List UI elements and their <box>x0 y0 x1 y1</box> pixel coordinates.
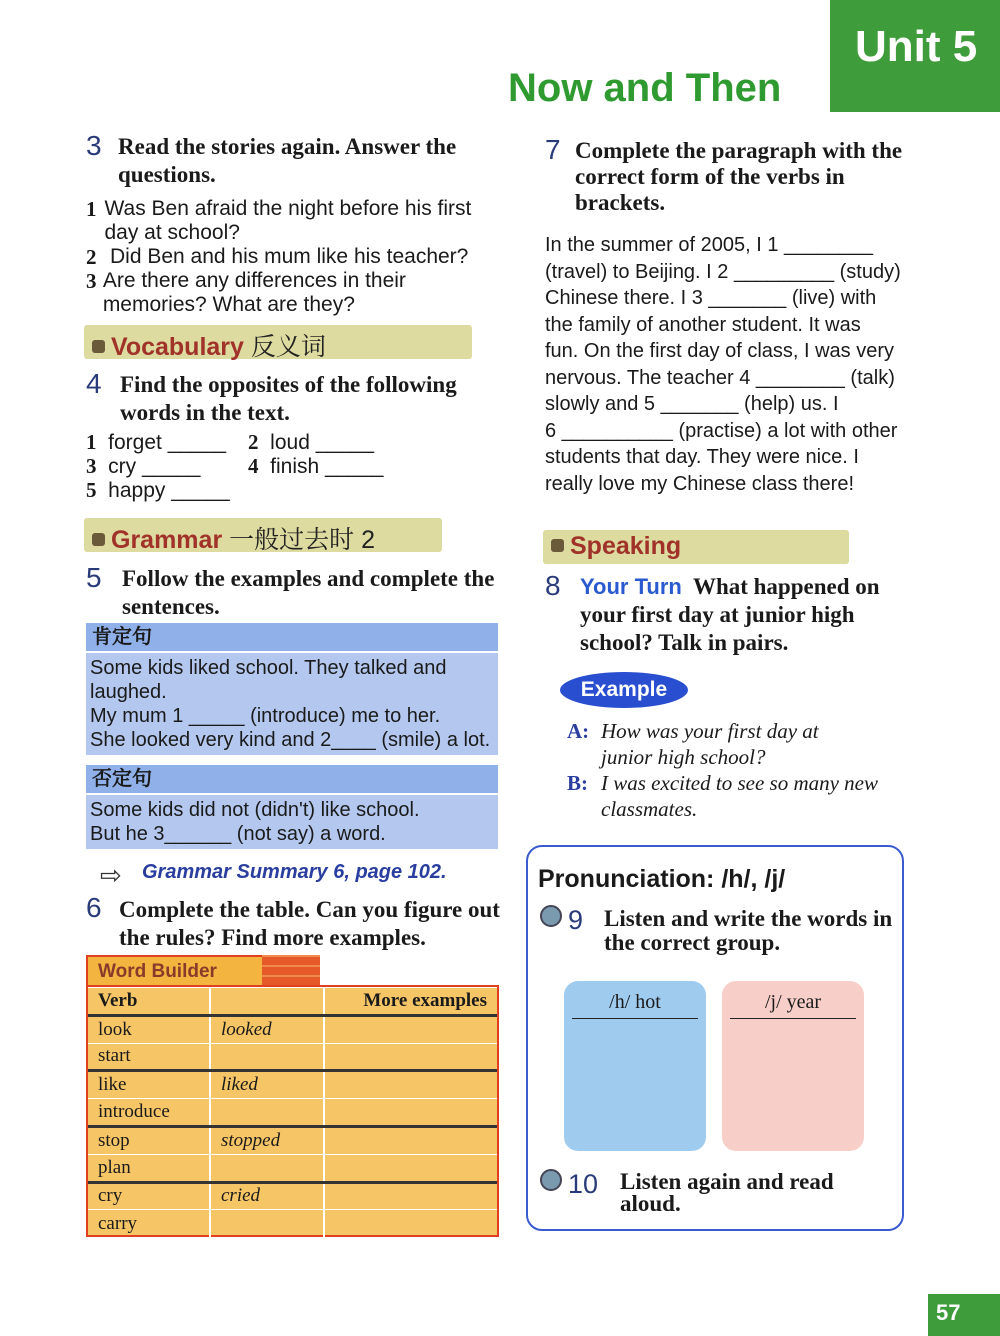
arrow-right-icon: ⇨ <box>100 860 122 890</box>
box-heading: 肯定句 <box>86 623 498 651</box>
example-cell[interactable] <box>324 1043 497 1071</box>
item-number: 5 <box>86 478 97 502</box>
example-cell[interactable] <box>324 1210 497 1238</box>
item: forget _____ <box>108 431 227 454</box>
grammar-summary-link[interactable]: Grammar Summary 6, page 102. <box>142 861 447 883</box>
section-label-cn: 一般过去时 2 <box>229 526 375 554</box>
item-number: 2 <box>248 430 259 454</box>
column-header: Verb <box>88 988 210 1016</box>
verb-cell: cry <box>88 1182 210 1210</box>
item: cry _____ <box>108 455 201 478</box>
exercise-9 <box>540 905 900 955</box>
section-label-cn: 反义词 <box>250 333 326 361</box>
paragraph-line: the family of another student. It was <box>545 313 861 336</box>
unit-label: Unit 5 <box>830 0 1000 112</box>
past-form-cell: looked <box>221 1018 272 1040</box>
verb-cell: start <box>88 1043 210 1071</box>
exercise-number: 3 <box>86 130 102 161</box>
item: finish _____ <box>270 455 384 478</box>
example-cell[interactable] <box>324 1099 497 1127</box>
speaking-header <box>543 530 849 564</box>
card-heading: /j/ year <box>730 991 856 1019</box>
paragraph-line: In the summer of 2005, I 1 ________ <box>545 234 873 256</box>
paragraph-line: nervous. The teacher 4 ________ (talk) <box>545 366 895 389</box>
pronunciation-box <box>526 845 904 1231</box>
verb-cell: plan <box>88 1154 210 1182</box>
question: Did Ben and his mum like his teacher? <box>110 245 469 268</box>
item-number: 1 <box>86 430 97 454</box>
past-form-cell[interactable] <box>210 1099 324 1127</box>
verb-cell: carry <box>88 1210 210 1238</box>
word-builder-table <box>86 985 499 1237</box>
brick-decoration <box>262 955 320 985</box>
past-form-cell[interactable] <box>210 1210 324 1238</box>
exercise-line: My mum 1 _____ (introduce) me to her. <box>90 705 441 727</box>
bullet-icon <box>551 539 564 552</box>
example-line: Some kids liked school. They talked and laughed. <box>90 657 447 703</box>
exercise-line: She looked very kind and 2____ (smile) a lot. <box>90 729 491 751</box>
exercise-10-title: Listen again and read aloud. <box>620 1169 834 1216</box>
word-builder-tab: Word Builder <box>86 955 266 987</box>
exercise-4-title: Find the opposites of the following words in the text. <box>120 372 457 425</box>
exercise-10 <box>540 1169 900 1216</box>
verb-cell: stop <box>88 1126 210 1154</box>
exercise-7-title: Complete the paragraph with the correct form of the verbs in brackets. <box>575 138 903 215</box>
exercise-number: 8 <box>545 570 561 601</box>
past-form-cell: stopped <box>221 1129 281 1151</box>
column-header <box>210 988 324 1016</box>
paragraph-line: fun. On the first day of class, I was very <box>545 340 895 362</box>
example-cell[interactable] <box>324 1015 497 1043</box>
section-label: Speaking <box>570 532 682 560</box>
paragraph-line: Chinese there. I 3 _______ (live) with <box>545 287 877 309</box>
verb-cell: like <box>88 1071 210 1099</box>
h-sound-card <box>564 981 706 1151</box>
page-number: 57 <box>928 1294 1000 1336</box>
affirmative-box <box>86 623 498 755</box>
verb-cell: introduce <box>88 1099 210 1127</box>
dialog-line: How was your first day at junior high school? <box>601 719 819 769</box>
past-form-cell[interactable] <box>210 1154 324 1182</box>
box-heading: 否定句 <box>86 765 498 793</box>
vocabulary-header <box>84 325 472 359</box>
exercise-number: 7 <box>545 134 561 165</box>
page-title: Now and Then <box>508 66 782 110</box>
exercise-5-title: Follow the examples and complete the sentences. <box>122 566 495 619</box>
pronunciation-title: Pronunciation: /h/, /j/ <box>538 865 786 893</box>
section-label: Vocabulary <box>111 333 244 361</box>
exercise-3-title: Read the stories again. Answer the questions. <box>118 134 457 187</box>
paragraph-line: 6 __________ (practise) a lot with other <box>545 419 898 442</box>
your-turn-label: Your Turn <box>580 574 682 599</box>
j-sound-card <box>722 981 864 1151</box>
audio-cd-icon[interactable] <box>540 1169 562 1191</box>
example-cell[interactable] <box>324 1182 497 1210</box>
exercise-6-title: Complete the table. Can you figure out the rules? Find more examples. <box>119 897 500 950</box>
past-form-cell[interactable] <box>210 1043 324 1071</box>
past-form-cell: liked <box>221 1074 258 1096</box>
dialog-line: I was excited to see so many new classmates. <box>601 771 879 821</box>
example-badge: Example <box>560 672 688 708</box>
item-number: 2 <box>86 245 97 269</box>
exercise-number: 6 <box>86 892 102 923</box>
card-heading: /h/ hot <box>572 991 698 1019</box>
bullet-icon <box>92 340 105 353</box>
exercise-8-title <box>580 573 905 657</box>
audio-cd-icon[interactable] <box>540 905 562 927</box>
item-number: 3 <box>86 269 97 293</box>
exercise-number: 5 <box>86 562 102 593</box>
item-number: 3 <box>86 454 97 478</box>
paragraph-line: really love my Chinese class there! <box>545 472 855 495</box>
example-cell[interactable] <box>324 1154 497 1182</box>
section-label: Grammar <box>111 526 223 554</box>
verb-cell: look <box>88 1015 210 1043</box>
exercise-number: 10 <box>568 1169 599 1199</box>
question: Are there any differences in their memories? What are they? <box>102 269 406 316</box>
bullet-icon <box>92 533 105 546</box>
exercise-3-questions <box>86 197 496 317</box>
exercise-7-paragraph <box>545 232 915 497</box>
example-cell[interactable] <box>324 1126 497 1154</box>
exercise-line: But he 3______ (not say) a word. <box>90 823 386 845</box>
item-number: 4 <box>248 454 259 478</box>
exercise-number: 9 <box>568 905 584 935</box>
example-cell[interactable] <box>324 1071 497 1099</box>
speaker-b: B: <box>567 771 588 795</box>
paragraph-line: slowly and 5 _______ (help) us. I <box>545 393 839 415</box>
question: Was Ben afraid the night before his first day at school? <box>104 197 472 244</box>
exercise-9-title: Listen and write the words in the correct group. <box>604 906 893 955</box>
item: loud _____ <box>270 431 375 454</box>
paragraph-line: (travel) to Beijing. I 2 _________ (study) <box>545 260 901 283</box>
speaker-a: A: <box>567 719 590 743</box>
item: happy _____ <box>108 479 230 502</box>
exercise-number: 4 <box>86 368 102 399</box>
item-number: 1 <box>86 197 97 221</box>
grammar-header <box>84 518 442 552</box>
past-form-cell: cried <box>221 1185 261 1207</box>
example-dialog <box>567 718 897 822</box>
exercise-8-question: What happened on your first day at junior high school? Talk in pairs. <box>580 574 880 655</box>
example-line: Some kids did not (didn't) like school. <box>90 799 420 821</box>
paragraph-line: students that day. They were nice. I <box>545 446 859 468</box>
negative-box <box>86 765 498 849</box>
column-header: More examples <box>324 988 497 1016</box>
